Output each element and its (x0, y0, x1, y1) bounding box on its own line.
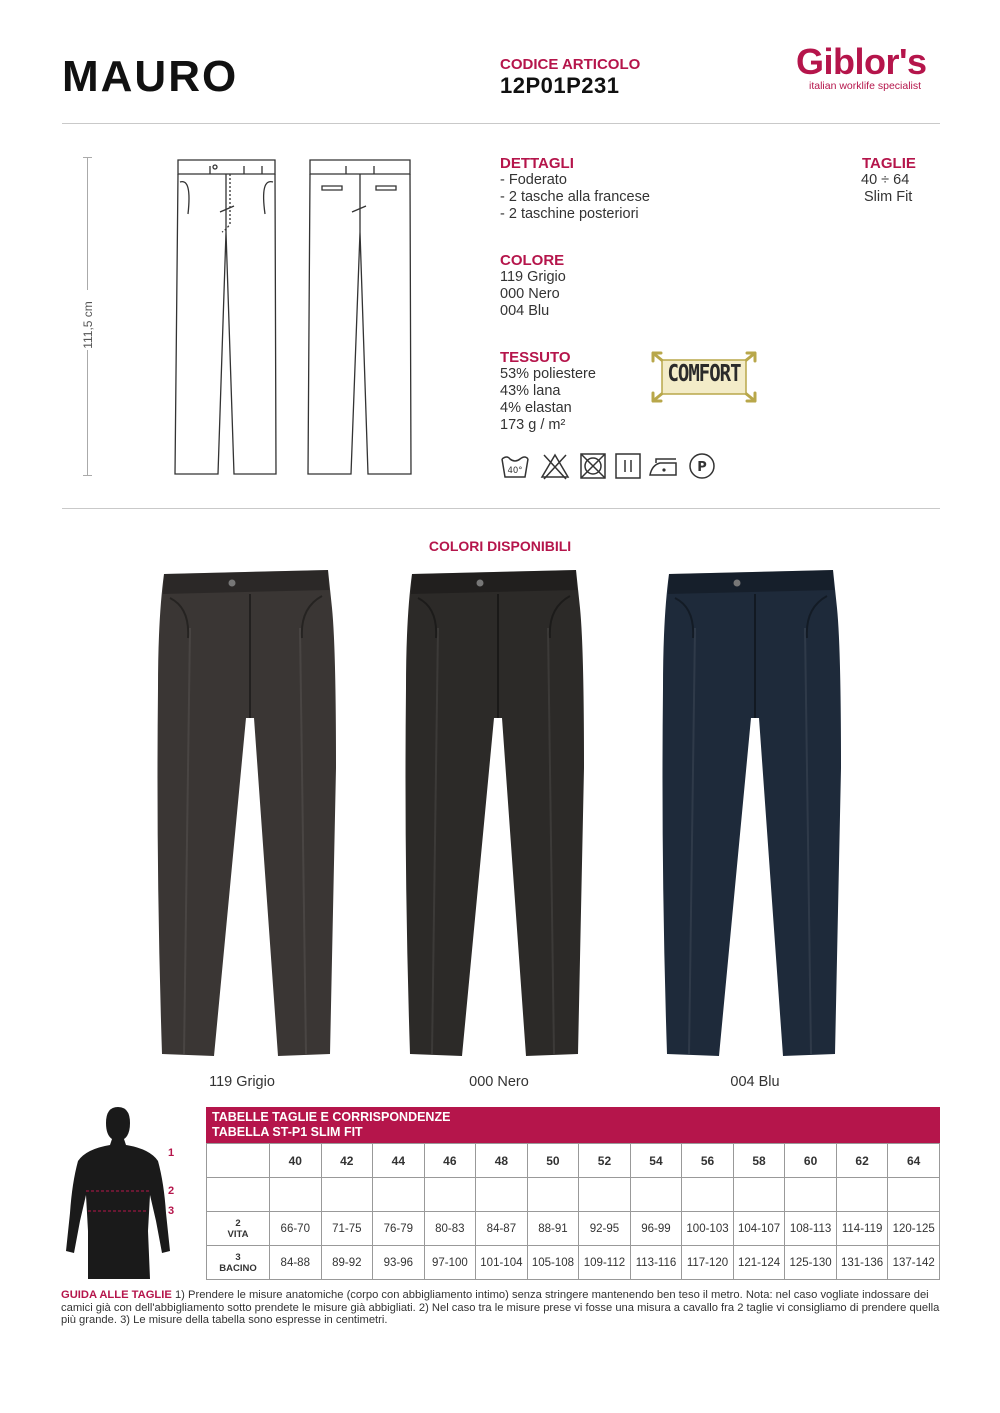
brand-logo (796, 42, 946, 98)
waistband (668, 570, 834, 594)
dimension-cap (83, 475, 92, 476)
detail-item: - Foderato (500, 172, 567, 188)
product-title: MAURO (62, 52, 239, 101)
table-cell: 137-142 (888, 1246, 940, 1280)
button-icon (734, 580, 741, 587)
row-label (207, 1212, 270, 1246)
code-label: CODICE ARTICOLO (500, 56, 641, 73)
table-cell: 96-99 (630, 1212, 682, 1246)
table-cell: 92-95 (579, 1212, 631, 1246)
table-cell: 113-116 (630, 1246, 682, 1280)
table-cell: 93-96 (373, 1246, 425, 1280)
technical-drawing (170, 152, 420, 482)
detail-item: - 2 taschine posteriori (500, 206, 639, 222)
table-cell (424, 1178, 476, 1212)
table-cell: 105-108 (527, 1246, 579, 1280)
size-guide (61, 1289, 941, 1327)
row-label-text: VITA (227, 1228, 249, 1240)
available-colors-label: COLORI DISPONIBILI (428, 538, 572, 554)
size-guide-text: 1) Prendere le misure anatomiche (corpo con abbigliamento intimo) senza stringere mantenendo ben teso il metro. Nota: nel caso vogliate indossare dei camici già con dell'abbigliamento sotto prendete le misure già abbigliati. 2) Nel caso tra le misure prese vi fosse una misura a cavallo fra 2 taglie vi consigliamo di prendere quella più grande. 3) Le misure della tabella sono espresse in centimetri. (61, 1289, 940, 1326)
table-row-bacino (207, 1246, 940, 1280)
divider (62, 123, 940, 124)
table-cell (527, 1178, 579, 1212)
row-number: 3 (235, 1251, 241, 1263)
table-cell: 125-130 (785, 1246, 837, 1280)
divider (62, 508, 940, 509)
table-row-vita (207, 1212, 940, 1246)
fabric-item: 4% elastan (500, 400, 572, 416)
size-table-header (206, 1107, 940, 1143)
size-table-title: TABELLE TAGLIE E CORRISPONDENZE (212, 1110, 451, 1124)
size-guide-title: GUIDA ALLE TAGLIE (61, 1289, 172, 1301)
product-caption: 000 Nero (469, 1074, 529, 1090)
table-cell (630, 1178, 682, 1212)
dry-clean-letter: P (697, 460, 707, 475)
no-bleach-icon (540, 451, 570, 481)
table-cell: 100-103 (682, 1212, 734, 1246)
table-cell (836, 1178, 888, 1212)
table-row (207, 1144, 940, 1178)
table-cell (207, 1144, 270, 1178)
product-caption: 004 Blu (730, 1074, 780, 1090)
table-cell: 108-113 (785, 1212, 837, 1246)
table-cell: 88-91 (527, 1212, 579, 1246)
logo-tagline: italian worklife specialist (809, 80, 922, 92)
table-cell (373, 1178, 425, 1212)
fabric-label: TESSUTO (500, 349, 571, 366)
fabric-item: 43% lana (500, 383, 561, 399)
size-table (206, 1107, 940, 1280)
detail-item: - 2 tasche alla francese (500, 189, 650, 205)
logo-text: Giblor's (796, 41, 927, 82)
table-cell (579, 1178, 631, 1212)
no-tumble-dry-icon (578, 451, 608, 481)
size-header-cell: 48 (476, 1144, 528, 1178)
table-cell: 66-70 (270, 1212, 322, 1246)
waistband (163, 570, 329, 594)
table-cell: 131-136 (836, 1246, 888, 1280)
size-header-cell: 42 (321, 1144, 373, 1178)
product-caption: 119 Grigio (209, 1074, 275, 1090)
table-cell: 97-100 (424, 1246, 476, 1280)
table-cell (733, 1178, 785, 1212)
size-table-subtitle: TABELLA ST-P1 SLIM FIT (212, 1125, 363, 1139)
measure-marker: 3 (168, 1205, 175, 1217)
size-table-grid (206, 1143, 940, 1280)
comfort-badge-text: COMFORT (667, 360, 741, 388)
size-header-cell: 58 (733, 1144, 785, 1178)
row-label-text: BACINO (219, 1262, 257, 1274)
table-cell: 104-107 (733, 1212, 785, 1246)
table-cell (321, 1178, 373, 1212)
table-cell: 84-88 (270, 1246, 322, 1280)
comfort-badge (650, 350, 758, 404)
details-label: DETTAGLI (500, 155, 574, 172)
table-row (207, 1178, 940, 1212)
table-cell (785, 1178, 837, 1212)
table-cell (476, 1178, 528, 1212)
size-header-cell: 64 (888, 1144, 940, 1178)
code-value: 12P01P231 (500, 73, 620, 98)
product-photo-nero (398, 568, 598, 1060)
measure-marker: 1 (168, 1147, 175, 1159)
iron-low-icon (648, 451, 678, 481)
size-header-cell: 50 (527, 1144, 579, 1178)
table-cell: 101-104 (476, 1246, 528, 1280)
table-cell (682, 1178, 734, 1212)
button-icon (229, 580, 236, 587)
color-list (500, 269, 566, 320)
table-cell: 71-75 (321, 1212, 373, 1246)
size-header-cell: 60 (785, 1144, 837, 1178)
body-silhouette-icon (58, 1103, 178, 1281)
color-label: COLORE (500, 252, 565, 269)
size-header-cell: 52 (579, 1144, 631, 1178)
dry-clean-p-icon (687, 451, 717, 481)
table-cell: 89-92 (321, 1246, 373, 1280)
table-cell: 121-124 (733, 1246, 785, 1280)
details-list (500, 172, 650, 223)
size-header-cell: 44 (373, 1144, 425, 1178)
sizes-label: TAGLIE (862, 155, 916, 172)
fabric-list (500, 366, 596, 434)
size-header-cell: 56 (682, 1144, 734, 1178)
sizes-fit: Slim Fit (864, 189, 913, 205)
fabric-item: 173 g / m² (500, 417, 566, 433)
color-item: 004 Blu (500, 303, 550, 319)
size-header-cell: 46 (424, 1144, 476, 1178)
table-cell (270, 1178, 322, 1212)
waistband (411, 570, 577, 594)
wash-temp-text: 40° (507, 466, 523, 476)
color-item: 119 Grigio (500, 269, 566, 285)
table-cell: 117-120 (682, 1246, 734, 1280)
length-label: 111,5 cm (81, 301, 95, 349)
sizes-range: 40 ÷ 64 (861, 172, 910, 188)
product-photo-grigio (150, 568, 350, 1060)
color-item: 000 Nero (500, 286, 560, 302)
dimension-cap (83, 157, 92, 158)
size-header-cell: 62 (836, 1144, 888, 1178)
button-icon (477, 580, 484, 587)
product-photo-blu (655, 568, 855, 1060)
table-cell: 80-83 (424, 1212, 476, 1246)
size-header-cell: 54 (630, 1144, 682, 1178)
table-cell: 84-87 (476, 1212, 528, 1246)
size-header-cell: 40 (270, 1144, 322, 1178)
wash-40-icon (500, 451, 530, 481)
table-cell: 76-79 (373, 1212, 425, 1246)
fabric-item: 53% poliestere (500, 366, 596, 382)
table-cell: 109-112 (579, 1246, 631, 1280)
table-cell (888, 1178, 940, 1212)
row-label (207, 1246, 270, 1280)
line-dry-icon (613, 451, 643, 481)
table-cell: 114-119 (836, 1212, 888, 1246)
measure-marker: 2 (168, 1185, 175, 1197)
table-cell: 120-125 (888, 1212, 940, 1246)
table-cell (207, 1178, 270, 1212)
row-number: 2 (235, 1217, 241, 1229)
